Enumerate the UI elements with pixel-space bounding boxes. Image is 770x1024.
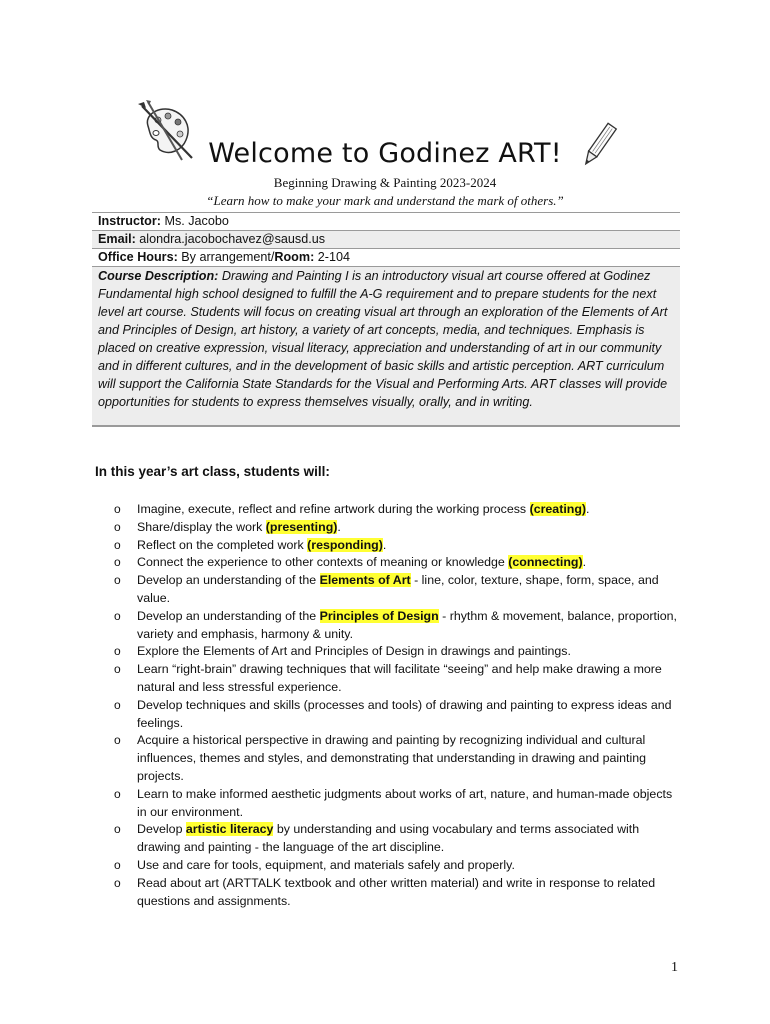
email-value[interactable]: alondra.jacobochavez@sausd.us	[135, 232, 326, 246]
instructor-row	[92, 212, 680, 230]
goal-highlight: (connecting)	[508, 555, 583, 570]
course-info-box	[92, 212, 680, 427]
bullet-marker: o	[114, 662, 121, 677]
goal-text: Develop techniques and skills (processes and tools) of drawing and painting to express ideas and feelings.	[137, 697, 672, 730]
goal-list-item	[114, 875, 684, 911]
bullet-marker: o	[114, 644, 121, 659]
goal-list-item	[114, 661, 684, 697]
goal-text-after: .	[582, 555, 587, 570]
course-description-text: Drawing and Painting I is an introductory visual art course offered at Godinez Fundamental high school designed to fulfill the A-G requirement and to prepare students for the next level art course. Students will focus on creating visual art through an exploration of the Elements of Art and Principles of Design, art history, a variety of art concepts, media, and techniques. Emphasis is placed on creative expression, visual literacy, appreciation and understanding of art in our community and in different cultures, and in the development of basic skills and artistic perception. ART curriculum will support the California State Standards for the Visual and Performing Arts. ART classes will provide opportunities for students to express themselves visually, orally, and in writing.	[98, 269, 668, 409]
goal-highlight: Principles of Design	[319, 608, 439, 623]
bullet-marker: o	[114, 502, 121, 516]
goal-highlight: (responding)	[307, 537, 383, 552]
goal-list-item	[114, 608, 684, 644]
goal-text: Explore the Elements of Art and Principles of Design in drawings and paintings.	[137, 644, 571, 659]
goal-text: Connect the experience to other contexts of meaning or knowledge	[137, 555, 509, 570]
goal-list-item	[114, 643, 684, 661]
goal-highlight: (creating)	[529, 502, 587, 516]
goal-list-item	[114, 697, 684, 733]
email-row	[92, 230, 680, 248]
bullet-marker: o	[114, 822, 121, 837]
bullet-marker: o	[114, 857, 121, 872]
office-hours-row	[92, 248, 680, 266]
goal-text-after: - line, color, texture, shape, form, space, and value.	[137, 573, 659, 605]
goal-text: Develop an understanding of the	[137, 573, 320, 588]
course-quote: “Learn how to make your mark and understand the mark of others.”	[206, 193, 564, 208]
course-description	[92, 266, 680, 427]
goal-text-after: .	[382, 537, 387, 552]
bullet-marker: o	[114, 608, 121, 623]
room-label: Room:	[274, 250, 315, 264]
goal-list-item	[114, 572, 684, 608]
goal-text: Share/display the work	[137, 519, 266, 534]
goal-highlight: artistic literacy	[185, 822, 274, 837]
goal-list-item	[114, 554, 684, 572]
goals-heading: In this year’s art class, students will:	[95, 464, 330, 479]
goal-list-item	[114, 537, 684, 555]
goal-text: Learn “right-brain” drawing techniques that will facilitate “seeing” and help make drawing a more natural and less stressful experience.	[137, 662, 662, 694]
bullet-marker: o	[114, 555, 121, 570]
page-title: Welcome to Godinez ART!	[208, 138, 562, 169]
bullet-marker: o	[114, 519, 121, 534]
page-number: 1	[671, 960, 678, 975]
goal-highlight: (presenting)	[265, 519, 338, 534]
goal-text: Imagine, execute, reflect and refine artwork during the working process	[137, 502, 530, 516]
goal-text: Acquire a historical perspective in drawing and painting by recognizing individual and cultural influences, themes and styles, and demonstrating that understanding in drawing and painting projects.	[137, 733, 647, 783]
course-subtitle: Beginning Drawing & Painting 2023-2024	[273, 175, 497, 190]
goal-highlight: Elements of Art	[319, 573, 411, 588]
goal-text: Reflect on the completed work	[137, 537, 308, 552]
instructor-value: Ms. Jacobo	[160, 214, 229, 228]
room-value: 2-104	[314, 250, 350, 264]
bullet-marker: o	[114, 573, 121, 588]
goal-text: Read about art (ARTTALK textbook and other written material) and write in response to related questions and assignments.	[137, 875, 656, 908]
goal-list-item	[114, 786, 684, 822]
goals-list	[114, 501, 684, 910]
goal-list-item	[114, 732, 684, 785]
goal-list-item	[114, 821, 684, 857]
goal-text: Use and care for tools, equipment, and materials safely and properly.	[137, 857, 515, 872]
goal-text-after: - rhythm & movement, balance, proportion, variety and emphasis, harmony & unity.	[137, 608, 677, 641]
course-description-label: Course Description:	[98, 269, 219, 283]
bullet-marker: o	[114, 786, 121, 801]
goal-list-item	[114, 519, 684, 537]
goal-list-item	[114, 857, 684, 875]
email-label: Email:	[98, 232, 136, 246]
goal-text: Develop	[137, 822, 186, 837]
office-hours-label: Office Hours:	[98, 250, 178, 264]
goal-text-after: by understanding and using vocabulary and terms associated with drawing and painting - the language of the art discipline.	[137, 822, 640, 855]
bullet-marker: o	[114, 697, 121, 712]
goal-list-item	[114, 501, 684, 519]
goal-text-after: .	[586, 502, 590, 516]
bullet-marker: o	[114, 537, 121, 552]
bullet-marker: o	[114, 875, 121, 890]
instructor-label: Instructor:	[98, 214, 161, 228]
bullet-marker: o	[114, 733, 121, 748]
goal-text: Learn to make informed aesthetic judgments about works of art, nature, and human-made objects in our environment.	[137, 786, 673, 819]
goal-text-after: .	[337, 519, 341, 534]
goal-text: Develop an understanding of the	[137, 608, 320, 623]
office-hours-value: By arrangement/	[177, 250, 275, 264]
